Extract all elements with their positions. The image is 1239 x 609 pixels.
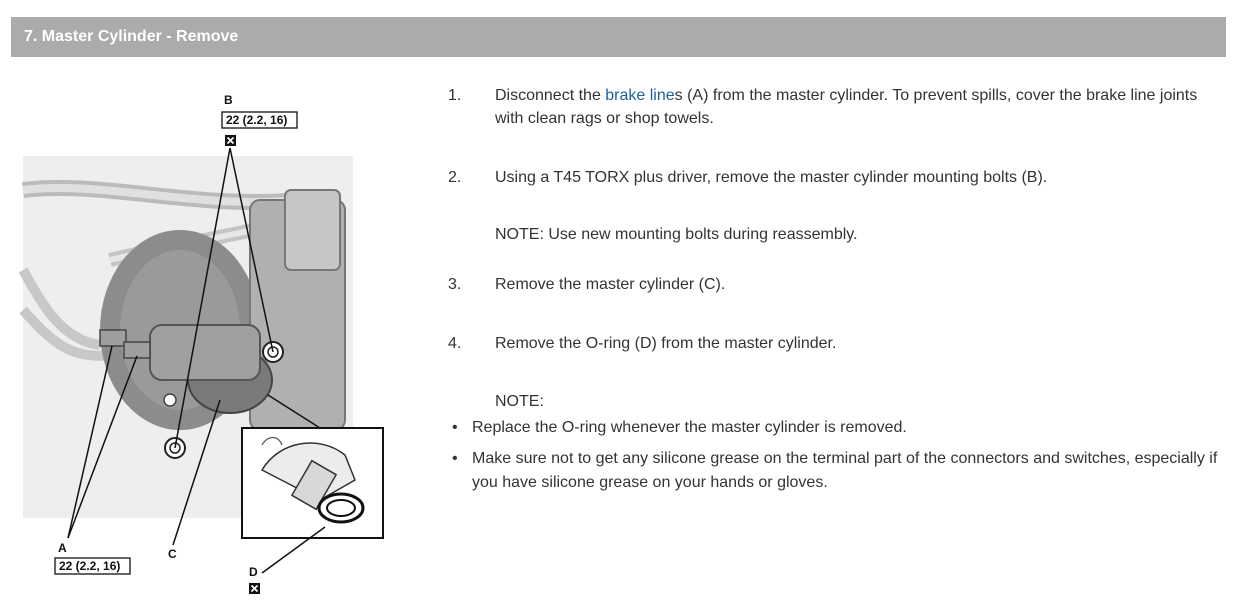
master-cylinder-illustration [0,60,440,604]
o-ring [319,494,363,522]
note-bolts: NOTE: Use new mounting bolts during reassembly. [495,226,858,243]
step-number: 4. [448,335,462,352]
label-b: B [224,93,233,107]
label-d: D [249,565,258,579]
torque-value-a: 22 (2.2, 16) [59,559,121,573]
label-a: A [58,541,67,555]
step-text: Using a T45 TORX plus driver, remove the master cylinder mounting bolts (B). [495,169,1048,186]
section-title: 7. Master Cylinder - Remove [24,28,239,45]
step-text-part: Disconnect the [495,87,606,104]
step-number: 1. [448,87,462,104]
brake-line-link[interactable]: brake line [605,87,675,104]
bullet-text: Replace the O-ring whenever the master cylinder is removed. [472,419,907,436]
illustration-svg [0,60,440,604]
section-header [11,17,1226,57]
step-text-part: s (A) from the master cylinder. To prevent spills, cover the brake line joints with clean rags or shop towels. [495,87,1198,127]
step-number: 2. [448,169,462,186]
bullet-dot: • [452,450,458,467]
step-text [495,84,1230,130]
torque-value-b: 22 (2.2, 16) [226,113,288,127]
note-heading: NOTE: [495,393,544,410]
bullet-text: Make sure not to get any silicone grease on the terminal part of the connectors and switches, especially if you have silicone grease on your hands or gloves. [472,450,1218,491]
step-text: Remove the master cylinder (C). [495,276,726,293]
step-number: 3. [448,276,462,293]
bullet-dot: • [452,419,458,436]
step-text: Remove the O-ring (D) from the master cylinder. [495,335,837,352]
label-c: C [168,547,177,561]
